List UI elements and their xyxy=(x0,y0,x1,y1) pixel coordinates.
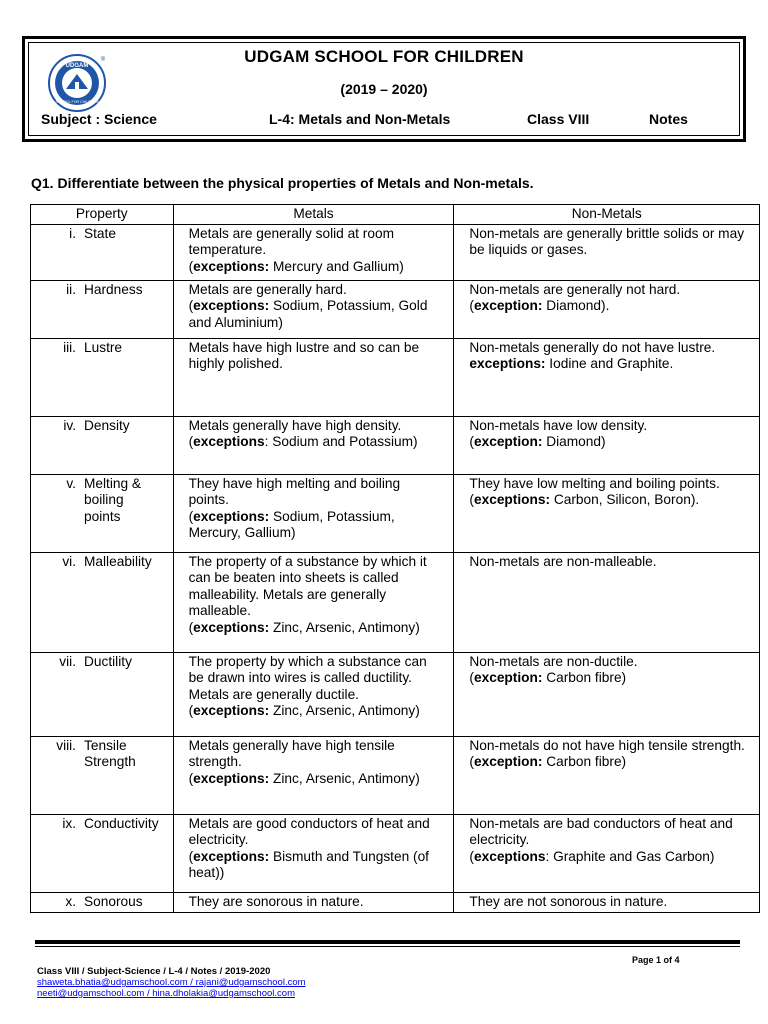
nonmetals-text: Non-metals are non-ductile. ( xyxy=(469,653,638,686)
question-heading: Q1. Differentiate between the physical properties of Metals and Non-metals. xyxy=(31,175,534,191)
property-name: Malleability xyxy=(84,553,152,569)
property-number: viii. xyxy=(56,737,76,753)
property-number: vi. xyxy=(62,553,76,569)
metals-cell xyxy=(173,892,454,912)
nonmetals-text: They have low melting and boiling points. ( xyxy=(469,475,720,508)
nonmetals-exception-label: exceptions xyxy=(473,848,546,864)
table-row xyxy=(31,474,760,552)
metals-cell xyxy=(173,474,454,552)
property-name: Density xyxy=(84,417,130,433)
property-cell xyxy=(31,474,174,552)
document-header xyxy=(22,36,746,142)
metals-exception-text: Zinc, Arsenic, Antimony) xyxy=(269,619,420,635)
property-name: Melting & boiling points xyxy=(84,475,142,524)
nonmetals-text: Non-metals do not have high tensile strength. ( xyxy=(469,737,745,770)
property-cell xyxy=(31,552,174,652)
nonmetals-exception-text: Carbon, Silicon, Boron). xyxy=(550,492,700,508)
metals-exception-label: exceptions: xyxy=(193,298,270,314)
metals-text: Metals are generally hard. ( xyxy=(188,281,347,314)
nonmetals-cell xyxy=(454,280,760,338)
metals-cell xyxy=(173,652,454,736)
metals-cell xyxy=(173,224,454,280)
table-row xyxy=(31,652,760,736)
nonmetals-exception-text: Carbon fibre) xyxy=(542,670,627,686)
column-header-nonmetals: Non-Metals xyxy=(454,205,760,225)
nonmetals-exception-label: exception: xyxy=(473,298,543,314)
nonmetals-cell xyxy=(454,892,760,912)
nonmetals-exception-text: Diamond) xyxy=(542,434,606,450)
property-number: ix. xyxy=(62,815,76,831)
column-header-metals: Metals xyxy=(173,205,454,225)
property-cell xyxy=(31,652,174,736)
nonmetals-exception-text: Carbon fibre) xyxy=(542,754,627,770)
metals-text: Metals generally have high tensile strength. ( xyxy=(188,737,395,786)
property-cell xyxy=(31,416,174,474)
footer-email-link-1[interactable]: shaweta.bhatia@udgamschool.com / rajani@udgamschool.com xyxy=(37,977,306,988)
nonmetals-exception-text: Diamond). xyxy=(542,298,610,314)
metals-cell xyxy=(173,416,454,474)
table-row xyxy=(31,416,760,474)
nonmetals-text: Non-metals are non-malleable. xyxy=(469,553,657,569)
property-cell xyxy=(31,892,174,912)
nonmetals-exception-text: : Graphite and Gas Carbon) xyxy=(545,848,715,864)
table-row xyxy=(31,552,760,652)
table-header-row xyxy=(31,205,760,225)
footer-course-info: Class VIII / Subject-Science / L-4 / Notes / 2019-2020 xyxy=(37,966,271,977)
nonmetals-exception-text: Iodine and Graphite. xyxy=(545,356,674,372)
metals-exception-text: Sodium, Potassium, Mercury, Gallium) xyxy=(188,508,395,541)
metals-exception-label: exceptions: xyxy=(193,258,270,274)
footer-divider xyxy=(35,940,740,944)
metals-exception-label: exceptions xyxy=(193,434,265,450)
metals-exception-label: exceptions: xyxy=(193,619,270,635)
nonmetals-cell xyxy=(454,736,760,814)
nonmetals-exception-label: exception: xyxy=(473,754,543,770)
metals-text: Metals are generally solid at room temperature. ( xyxy=(188,225,394,274)
table-row xyxy=(31,736,760,814)
property-number: vii. xyxy=(59,653,76,669)
svg-text:®: ® xyxy=(100,57,106,63)
property-name: State xyxy=(84,225,116,241)
property-cell xyxy=(31,280,174,338)
property-cell xyxy=(31,338,174,416)
nonmetals-cell xyxy=(454,416,760,474)
nonmetals-exception-label: exceptions: xyxy=(469,356,546,372)
property-number: x. xyxy=(65,893,76,909)
nonmetals-text: Non-metals are generally not hard. ( xyxy=(469,281,681,314)
nonmetals-exception-label: exception: xyxy=(473,434,543,450)
metals-cell xyxy=(173,814,454,892)
metals-text: They have high melting and boiling points. ( xyxy=(188,475,401,524)
school-logo xyxy=(47,53,107,113)
nonmetals-text: Non-metals are generally brittle solids or may be liquids or gases. xyxy=(469,225,745,258)
property-name: Conductivity xyxy=(84,815,159,831)
metals-exception-label: exceptions: xyxy=(193,703,270,719)
metals-exception-label: exceptions: xyxy=(193,508,270,524)
metals-exception-text: Zinc, Arsenic, Antimony) xyxy=(269,703,420,719)
nonmetals-exception-label: exception: xyxy=(473,670,543,686)
nonmetals-text: They are not sonorous in nature. xyxy=(469,893,668,909)
subject-label: Subject : Science xyxy=(41,111,157,127)
nonmetals-cell xyxy=(454,814,760,892)
svg-text:UDGAM: UDGAM xyxy=(65,63,89,69)
metals-cell xyxy=(173,736,454,814)
property-cell xyxy=(31,736,174,814)
nonmetals-text: Non-metals generally do not have lustre. xyxy=(469,339,716,355)
property-name: Sonorous xyxy=(84,893,143,909)
table-row xyxy=(31,892,760,912)
lesson-label: L-4: Metals and Non-Metals xyxy=(269,111,451,127)
metals-cell xyxy=(173,280,454,338)
academic-year: (2019 – 2020) xyxy=(340,81,428,97)
nonmetals-cell xyxy=(454,224,760,280)
footer-divider-thin xyxy=(35,946,740,947)
property-number: i. xyxy=(69,225,76,241)
property-number: ii. xyxy=(66,281,76,297)
school-name: UDGAM SCHOOL FOR CHILDREN xyxy=(244,47,524,66)
notes-label: Notes xyxy=(649,111,688,127)
property-cell xyxy=(31,814,174,892)
metals-text: The property by which a substance can be drawn into wires is called ductility. Metals are generally ductile. ( xyxy=(188,653,427,719)
metals-exception-text: Sodium, Potassium, Gold and Aluminium) xyxy=(188,298,428,330)
page-number: Page 1 of 4 xyxy=(632,955,680,965)
table-row xyxy=(31,224,760,280)
metals-text: They are sonorous in nature. xyxy=(188,893,364,909)
properties-table xyxy=(30,204,760,913)
table-row xyxy=(31,338,760,416)
nonmetals-cell xyxy=(454,552,760,652)
nonmetals-cell xyxy=(454,474,760,552)
metals-text: Metals generally have high density. ( xyxy=(188,417,402,450)
nonmetals-text: Non-metals have low density. ( xyxy=(469,417,648,450)
metals-text: Metals have high lustre and so can be highly polished. xyxy=(188,339,420,372)
nonmetals-exception-label: exceptions: xyxy=(473,492,551,508)
property-name: Ductility xyxy=(84,653,132,669)
property-number: iii. xyxy=(63,339,76,355)
column-header-property: Property xyxy=(31,205,174,225)
metals-exception-text: Zinc, Arsenic, Antimony) xyxy=(269,770,420,786)
metals-cell xyxy=(173,552,454,652)
class-label: Class VIII xyxy=(527,111,590,127)
metals-exception-label: exceptions: xyxy=(193,770,270,786)
metals-cell xyxy=(173,338,454,416)
metals-text: Metals are good conductors of heat and electricity. ( xyxy=(188,815,430,864)
property-name: Hardness xyxy=(84,281,143,297)
property-number: v. xyxy=(66,475,76,491)
property-cell xyxy=(31,224,174,280)
nonmetals-text: Non-metals are bad conductors of heat and electricity. ( xyxy=(469,815,733,864)
metals-exception-text: Bismuth and Tungsten (of heat)) xyxy=(188,848,429,881)
metals-text: The property of a substance by which it can be beaten into sheets is called malleability. Metals are generally malleable. ( xyxy=(188,553,427,635)
nonmetals-cell xyxy=(454,338,760,416)
property-name: Tensile Strength xyxy=(84,737,136,770)
metals-exception-label: exceptions: xyxy=(193,848,270,864)
property-number: iv. xyxy=(63,417,76,433)
metals-exception-text: Mercury and Gallium) xyxy=(269,258,404,274)
metals-exception-text: : Sodium and Potassium) xyxy=(264,434,418,450)
table-row xyxy=(31,280,760,338)
nonmetals-cell xyxy=(454,652,760,736)
footer-email-link-2[interactable]: neeti@udgamschool.com / hina.dholakia@udgamschool.com xyxy=(37,988,295,999)
table-row xyxy=(31,814,760,892)
svg-text:SCHOOL FOR CHILDREN: SCHOOL FOR CHILDREN xyxy=(55,100,99,104)
property-name: Lustre xyxy=(84,339,123,355)
